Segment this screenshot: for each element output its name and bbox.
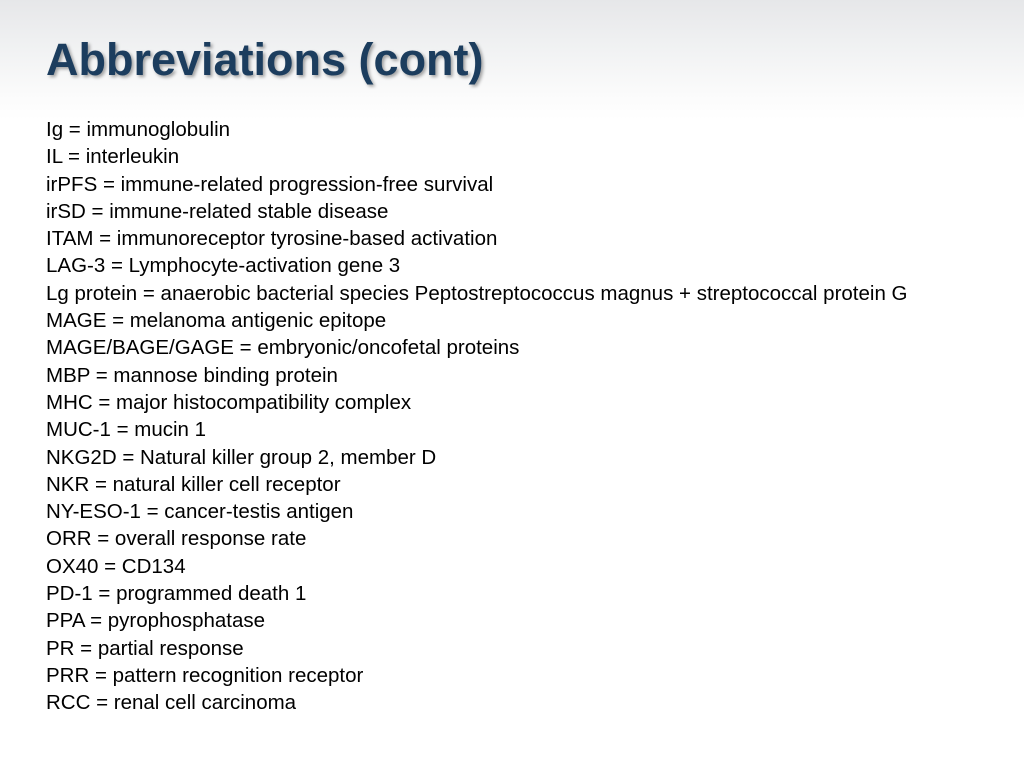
abbreviation-item: MUC-1 = mucin 1 xyxy=(46,418,207,442)
abbreviation-item: NKR = natural killer cell receptor xyxy=(46,472,341,496)
abbreviation-item: LAG-3 = Lymphocyte-activation gene 3 xyxy=(46,254,401,278)
abbreviation-item: ITAM = immunoreceptor tyrosine-based activation xyxy=(46,227,498,251)
abbreviation-item: Lg protein = anaerobic bacterial species Peptostreptococcus magnus + streptococcal protein G xyxy=(46,281,908,305)
abbreviation-item: MHC = major histocompatibility complex xyxy=(46,390,412,414)
abbreviation-item: MAGE/BAGE/GAGE = embryonic/oncofetal proteins xyxy=(46,336,520,360)
abbreviation-list xyxy=(46,116,986,717)
abbreviation-item: MBP = mannose binding protein xyxy=(46,363,338,387)
abbreviation-item: irPFS = immune-related progression-free survival xyxy=(46,172,494,196)
abbreviation-item: PD-1 = programmed death 1 xyxy=(46,582,307,606)
abbreviation-item: NKG2D = Natural killer group 2, member D xyxy=(46,445,437,469)
abbreviation-item: PRR = pattern recognition receptor xyxy=(46,663,364,687)
abbreviation-item: ORR = overall response rate xyxy=(46,527,307,551)
abbreviation-item: PPA = pyrophosphatase xyxy=(46,609,266,633)
slide-title: Abbreviations (cont) xyxy=(46,34,484,85)
abbreviation-item: MAGE = melanoma antigenic epitope xyxy=(46,309,387,333)
abbreviation-item: PR = partial response xyxy=(46,636,244,660)
abbreviation-item: irSD = immune-related stable disease xyxy=(46,199,389,223)
abbreviation-item: NY-ESO-1 = cancer-testis antigen xyxy=(46,500,354,524)
abbreviation-item: OX40 = CD134 xyxy=(46,554,186,578)
abbreviation-item: Ig = immunoglobulin xyxy=(46,118,231,141)
abbreviation-item: IL = interleukin xyxy=(46,145,180,169)
abbreviation-item: RCC = renal cell carcinoma xyxy=(46,691,297,715)
